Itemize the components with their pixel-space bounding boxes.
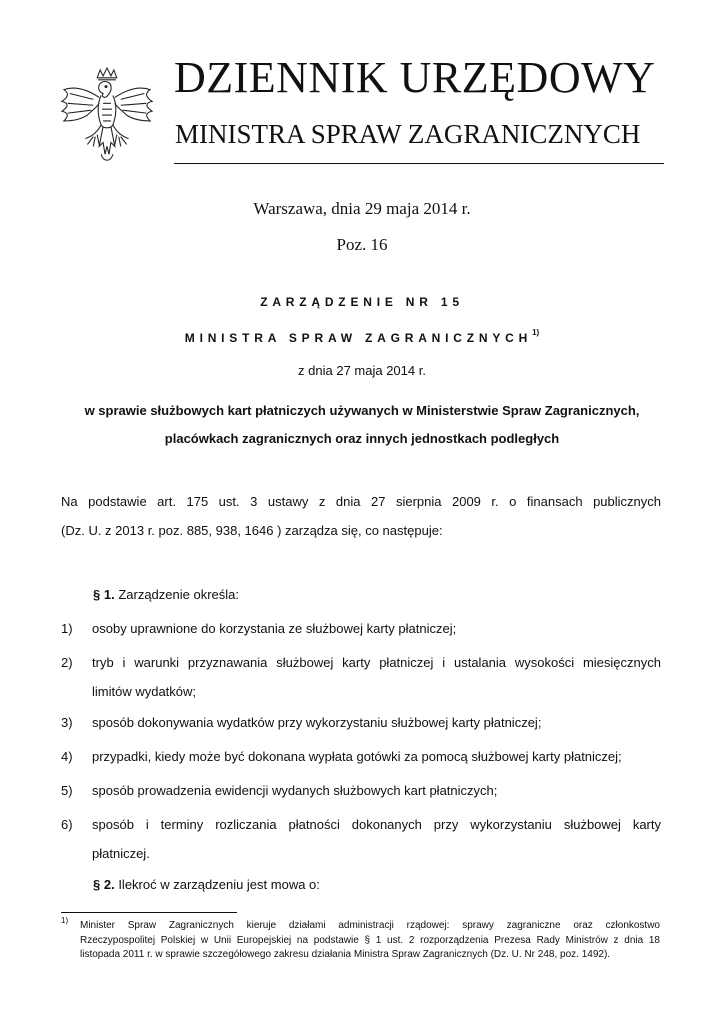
list-item-number: 6) <box>61 817 73 832</box>
order-issuer-text: MINISTRA SPRAW ZAGRANICZNYCH <box>184 331 533 345</box>
footnote-text <box>80 919 660 963</box>
order-subject <box>0 397 724 453</box>
preamble-line: (Dz. U. z 2013 r. poz. 885, 938, 1646 ) zarządza się, co następuje: <box>61 523 443 538</box>
journal-subtitle: MINISTRA SPRAW ZAGRANICZNYCH <box>175 119 641 149</box>
list-item-number: 3) <box>61 715 73 730</box>
list-item-number: 1) <box>61 621 73 636</box>
order-issuer <box>0 330 724 345</box>
list-item-text: limitów wydatków; <box>92 684 197 699</box>
section-mark: § 2. <box>93 877 115 892</box>
footnote-reference: 1) <box>532 328 540 337</box>
list-item-text: osoby uprawnione do korzystania ze służbowej karty płatniczej; <box>92 621 457 636</box>
footnote-line: listopada 2011 r. w sprawie szczegółowego zakresu działania Ministra Spraw Zagranicznych (Dz. U. Nr 248, poz. 1492). <box>80 949 611 960</box>
preamble-line: Na podstawie art. 175 ust. 3 ustawy z dnia 27 sierpnia 2009 r. o finansach publicznych <box>61 494 661 509</box>
footnote-mark: 1) <box>61 916 69 925</box>
list-item-text: przypadki, kiedy może być dokonana wypłata gotówki za pomocą służbowej karty płatniczej; <box>92 749 622 764</box>
list-item-text: sposób dokonywania wydatków przy wykorzystaniu służbowej karty płatniczej; <box>92 715 542 730</box>
section-2-heading <box>93 877 320 892</box>
section-1-heading <box>93 587 239 602</box>
list-item-text: płatniczej. <box>92 846 150 861</box>
order-subject-line: placówkach zagranicznych oraz innych jednostkach podległych <box>164 431 560 446</box>
order-title: ZARZĄDZENIE NR 15 <box>260 295 464 309</box>
section-intro: Zarządzenie określa: <box>118 587 239 602</box>
list-item-number: 5) <box>61 783 73 798</box>
footnote-divider <box>61 912 237 913</box>
publication-place-date: Warszawa, dnia 29 maja 2014 r. <box>253 199 471 218</box>
list-item-text: tryb i warunki przyznawania służbowej karty płatniczej i ustalania wysokości miesięcznych <box>92 655 661 670</box>
preamble <box>61 487 661 545</box>
list-item-number: 2) <box>61 655 73 670</box>
eagle-emblem-icon <box>58 64 156 172</box>
section-intro: Ilekroć w zarządzeniu jest mowa o: <box>118 877 320 892</box>
footnote-line: Rzeczypospolitej Polskiej w Unii Europejskiej na podstawie § 1 ust. 2 rozporządzenia Prezesa Rady Ministrów z dnia 18 <box>80 934 660 946</box>
order-subject-line: w sprawie służbowych kart płatniczych używanych w Ministerstwie Spraw Zagranicznych, <box>84 403 640 418</box>
journal-title: DZIENNIK URZĘDOWY <box>174 53 656 102</box>
position-number: Poz. 16 <box>336 235 388 254</box>
order-date: z dnia 27 maja 2014 r. <box>298 363 426 378</box>
header-divider <box>174 163 664 164</box>
list-item-text: sposób prowadzenia ewidencji wydanych służbowych kart płatniczych; <box>92 783 498 798</box>
section-mark: § 1. <box>93 587 115 602</box>
list-item-number: 4) <box>61 749 73 764</box>
footnote-line: Minister Spraw Zagranicznych kieruje działami administracji rządowej: sprawy zagraniczne oraz członkostwo <box>80 920 660 931</box>
list-item-text: sposób i terminy rozliczania płatności dokonanych przy wykorzystaniu służbowej karty <box>92 817 661 832</box>
